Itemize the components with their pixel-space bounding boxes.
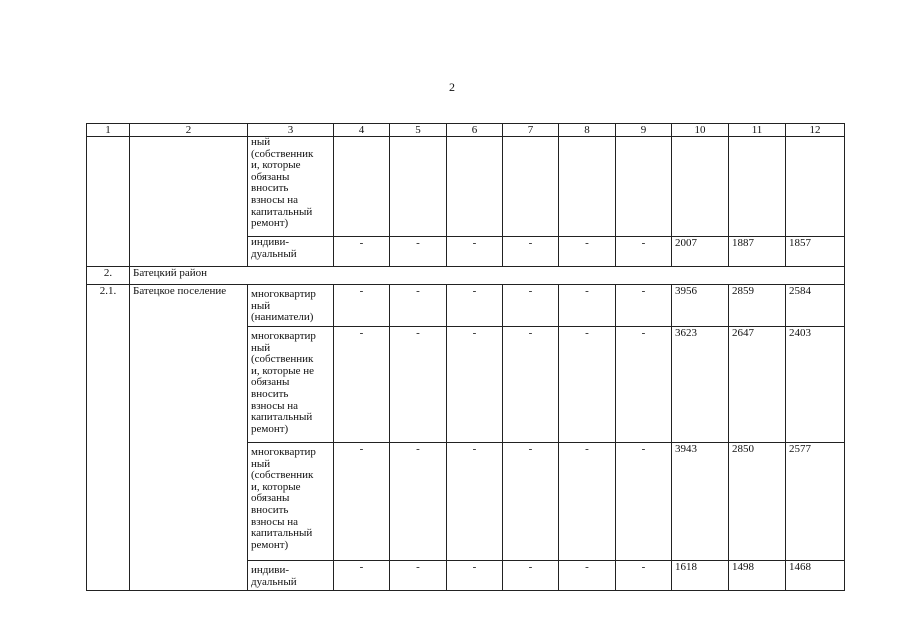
value-cell-11: 1887 (729, 237, 786, 267)
dash-cell: - (447, 327, 503, 443)
dash-cell: - (334, 237, 390, 267)
dash-cell: - (559, 561, 616, 591)
cell-empty (390, 137, 447, 237)
housing-type-line: (наниматели) (251, 311, 314, 324)
housing-type-line: индиви- (251, 236, 290, 248)
housing-type-line: ремонт) (251, 422, 289, 435)
housing-type-line: вносить (251, 503, 289, 516)
housing-type-cell (248, 443, 334, 561)
housing-type-line: ремонт) (251, 538, 289, 551)
housing-type-line: взносы на (251, 515, 298, 528)
housing-type-line: дуальный (251, 247, 297, 260)
value-cell-12: 2403 (786, 327, 845, 443)
housing-type-line: вносить (251, 182, 289, 195)
page-number: 2 (449, 80, 455, 94)
value-cell-10: 2007 (672, 237, 729, 267)
value-cell-12: 2584 (786, 285, 845, 327)
housing-type-cell (248, 237, 334, 267)
housing-type-cell (248, 137, 334, 237)
housing-type-line: обязаны (251, 492, 290, 505)
settlement-name: Батецкое поселение (130, 285, 248, 591)
region-number: 2. (87, 267, 130, 285)
dash-cell: - (390, 285, 447, 327)
cell-empty (447, 137, 503, 237)
tariff-table (86, 123, 845, 591)
housing-type-line: индиви- (251, 564, 290, 576)
dash-cell: - (559, 443, 616, 561)
dash-cell: - (559, 327, 616, 443)
housing-type-line: многоквартир (251, 330, 316, 342)
dash-cell: - (503, 327, 559, 443)
col-header-8: 8 (559, 124, 616, 137)
housing-type-line: ный (251, 341, 271, 354)
cell-empty (130, 137, 248, 267)
housing-type-line: обязаны (251, 376, 290, 389)
housing-type-line: капитальный (251, 411, 313, 424)
value-cell-12: 1857 (786, 237, 845, 267)
col-header-4: 4 (334, 124, 390, 137)
col-header-12: 12 (786, 124, 845, 137)
value-cell-10: 1618 (672, 561, 729, 591)
col-header-11: 11 (729, 124, 786, 137)
cell-empty (786, 137, 845, 237)
dash-cell: - (559, 237, 616, 267)
value-cell-12: 1468 (786, 561, 845, 591)
cell-empty (334, 137, 390, 237)
housing-type-line: (собственник (251, 353, 314, 366)
dash-cell: - (447, 443, 503, 561)
housing-type-line: вносить (251, 387, 289, 400)
value-cell-10: 3943 (672, 443, 729, 561)
cell-empty (729, 137, 786, 237)
dash-cell: - (616, 443, 672, 561)
dash-cell: - (616, 285, 672, 327)
housing-type-line: и, которые (251, 159, 301, 172)
dash-cell: - (503, 443, 559, 561)
dash-cell: - (503, 561, 559, 591)
col-header-1: 1 (87, 124, 130, 137)
col-header-3: 3 (248, 124, 334, 137)
col-header-9: 9 (616, 124, 672, 137)
settlement-number: 2.1. (87, 285, 130, 591)
housing-type-line: капитальный (251, 527, 313, 540)
value-cell-10: 3956 (672, 285, 729, 327)
col-header-2: 2 (130, 124, 248, 137)
cell-empty (616, 137, 672, 237)
housing-type-line: ный (251, 299, 271, 312)
col-header-6: 6 (447, 124, 503, 137)
table-row (87, 285, 845, 327)
dash-cell: - (390, 561, 447, 591)
housing-type-cell (248, 327, 334, 443)
value-cell-10: 3623 (672, 327, 729, 443)
housing-type-cell (248, 561, 334, 591)
housing-type-line: и, которые (251, 480, 301, 493)
value-cell-11: 1498 (729, 561, 786, 591)
housing-type-line: многоквартир (251, 446, 316, 458)
value-cell-11: 2850 (729, 443, 786, 561)
region-name: Батецкий район (130, 267, 845, 285)
dash-cell: - (447, 561, 503, 591)
dash-cell: - (334, 561, 390, 591)
value-cell-11: 2647 (729, 327, 786, 443)
dash-cell: - (447, 237, 503, 267)
dash-cell: - (334, 443, 390, 561)
dash-cell: - (390, 327, 447, 443)
cell-empty (503, 137, 559, 237)
cell-empty (672, 137, 729, 237)
housing-type-line: и, которые не (251, 364, 314, 377)
housing-type-line: взносы на (251, 399, 298, 412)
dash-cell: - (503, 237, 559, 267)
housing-type-line: капитальный (251, 205, 313, 218)
housing-type-line: взносы на (251, 193, 298, 206)
col-header-7: 7 (503, 124, 559, 137)
dash-cell: - (559, 285, 616, 327)
region-row (87, 267, 845, 285)
dash-cell: - (616, 561, 672, 591)
column-number-row (87, 124, 845, 137)
housing-type-line: (собственник (251, 147, 314, 160)
housing-type-cell (248, 285, 334, 327)
col-header-10: 10 (672, 124, 729, 137)
dash-cell: - (334, 285, 390, 327)
housing-type-line: обязаны (251, 170, 290, 183)
housing-type-line: (собственник (251, 469, 314, 482)
housing-type-line: дуальный (251, 575, 297, 588)
dash-cell: - (390, 443, 447, 561)
housing-type-line: ный (251, 136, 271, 148)
value-cell-11: 2859 (729, 285, 786, 327)
dash-cell: - (334, 327, 390, 443)
housing-type-line: многоквартир (251, 288, 316, 300)
value-cell-12: 2577 (786, 443, 845, 561)
table-row (87, 137, 845, 237)
dash-cell: - (616, 327, 672, 443)
dash-cell: - (503, 285, 559, 327)
cell-empty (559, 137, 616, 237)
dash-cell: - (390, 237, 447, 267)
cell-empty (87, 137, 130, 267)
housing-type-line: ный (251, 457, 271, 470)
dash-cell: - (616, 237, 672, 267)
housing-type-line: ремонт) (251, 217, 289, 230)
col-header-5: 5 (390, 124, 447, 137)
dash-cell: - (447, 285, 503, 327)
